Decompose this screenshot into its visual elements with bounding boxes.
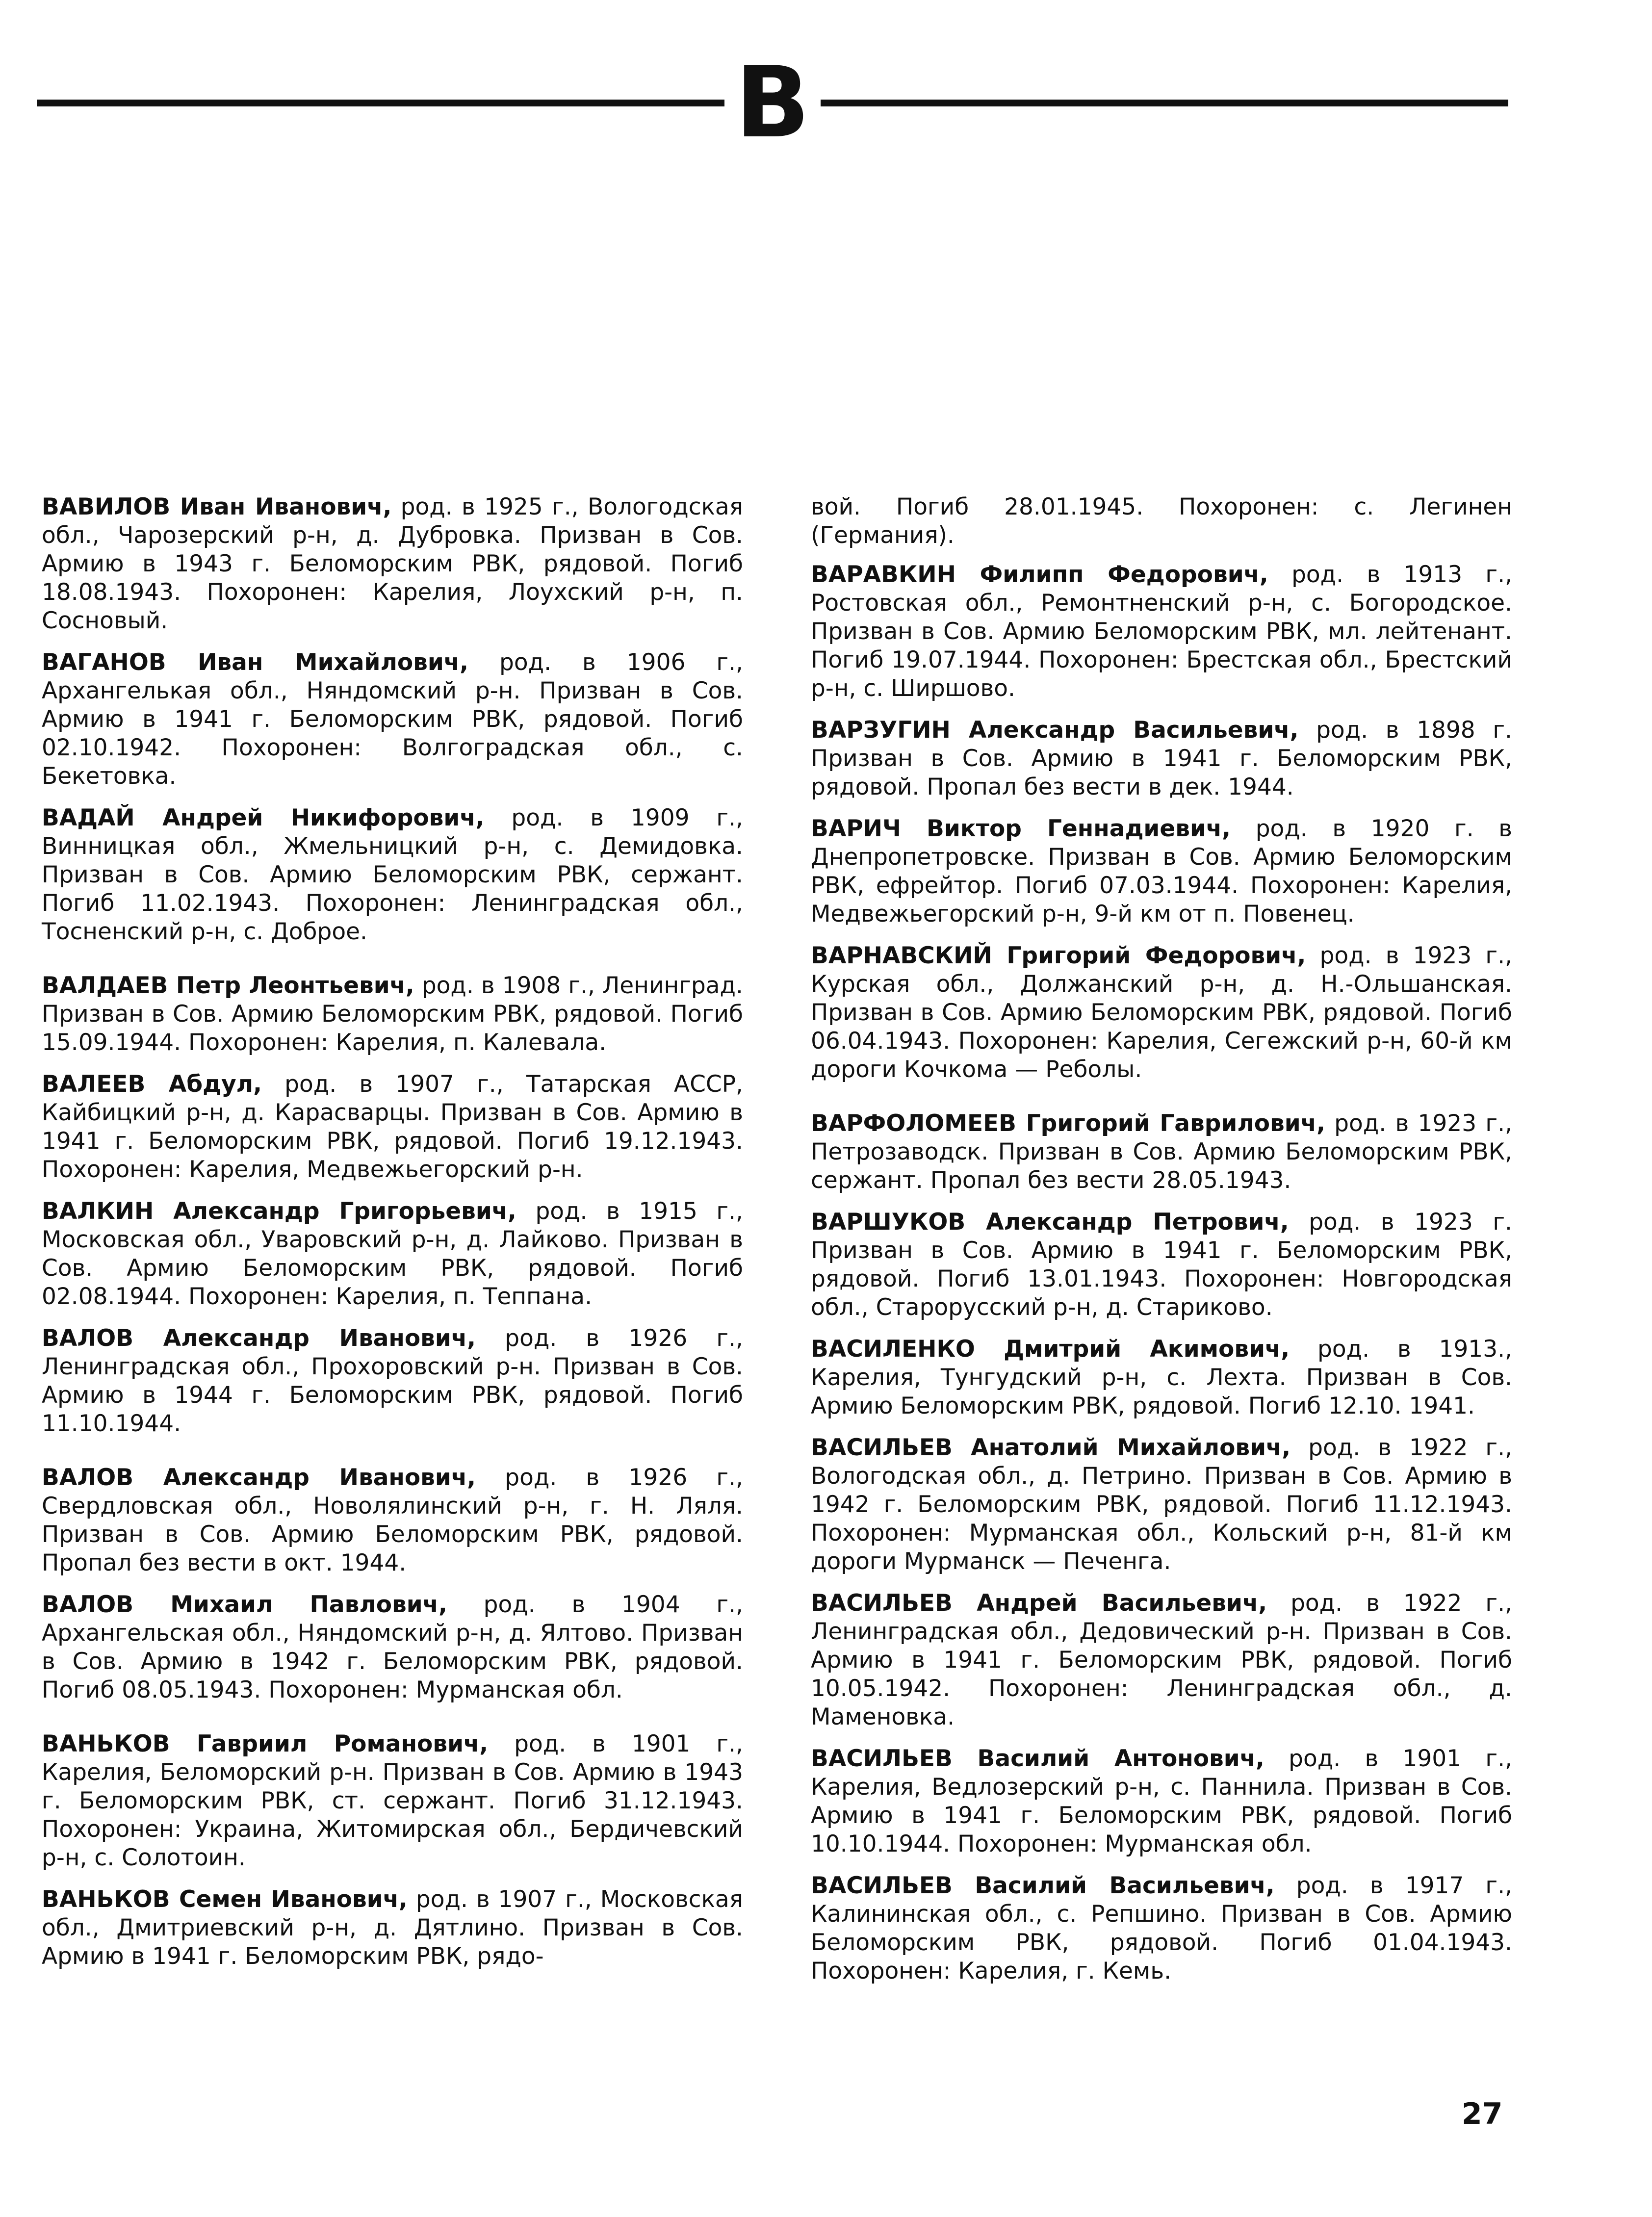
entry-text: род. в 1917 г., Калининская обл., с. Репшино. Призван в Сов. Армию Беломорским РВК, рядовой. Погиб 01.04.1943. Похоронен: Карелия, г. Кемь. — [811, 1872, 1512, 1985]
entry-name: ВАЛОВ Александр Иванович, — [42, 1325, 476, 1352]
entry-valov-2 — [42, 1464, 743, 1577]
entry-vankov-1 — [42, 1730, 743, 1872]
entry-name: ВАРИЧ Виктор Геннадиевич, — [811, 815, 1231, 842]
entry-name: ВАНЬКОВ Семен Иванович, — [42, 1886, 408, 1913]
entry-name: ВАЛКИН Александр Григорьевич, — [42, 1198, 516, 1225]
entry-name: ВАВИЛОВ Иван Иванович, — [42, 493, 392, 520]
entry-text: род. в 1925 г., Вологодская обл., Чарозерский р-н, д. Дубровка. Призван в Сов. Армию в 1943 г. Беломорским РВК, рядовой. Погиб 18.08.1943. Похоронен: Карелия, Лоухский р-н, п. Сосновый. — [42, 493, 743, 634]
page-number: 27 — [1462, 2097, 1503, 2131]
entry-name: ВАСИЛЬЕВ Василий Васильевич, — [811, 1872, 1275, 1899]
entry-varshukov — [811, 1208, 1512, 1322]
entry-vaday — [42, 804, 743, 946]
entry-text: род. в 1926 г., Свердловская обл., Новолялинский р-н, г. Н. Ляля. Призван в Сов. Армию Беломорским РВК, рядовой. Пропал без вести в окт. 1944. — [42, 1464, 743, 1576]
entry-varfolomeev — [811, 1109, 1512, 1195]
entry-continuation: вой. Погиб 28.01.1945. Похоронен: с. Легинен (Германия). — [811, 493, 1512, 549]
entry-text: род. в 1923 г. Призван в Сов. Армию в 1941 г. Беломорским РВК, рядовой. Погиб 13.01.1943. Похоронен: Новгородская обл., Старорусский р-н, д. Стариково. — [811, 1209, 1512, 1321]
entry-text: род. в 1923 г., Курская обл., Должанский р-н, д. Н.-Ольшанская. Призван в Сов. Армию Беломорским РВК, рядовой. Погиб 06.04.1943. Похоронен: Карелия, Сегежский р-н, 60-й км дороги Кочкома — Реболы. — [811, 942, 1512, 1083]
entry-name: ВАСИЛЬЕВ Василий Антонович, — [811, 1745, 1265, 1772]
entry-text: род. в 1906 г., Архангелькая обл., Няндомский р-н. Призван в Сов. Армию в 1941 г. Беломорским РВК, рядовой. Погиб 02.10.1942. Похоронен: Волгоградская обл., с. Бекетовка. — [42, 649, 743, 790]
entry-name: ВАРЗУГИН Александр Васильевич, — [811, 717, 1299, 744]
entry-text: род. в 1922 г., Вологодская обл., д. Петрино. Призван в Сов. Армию в 1942 г. Беломорским РВК, рядовой. Погиб 11.12.1943. Похоронен: Мурманская обл., Кольский р-н, 81-й км дороги Мурманск — Печенга. — [811, 1434, 1512, 1575]
entry-text: род. в 1923 г., Петрозаводск. Призван в Сов. Армию Беломорским РВК, сержант. Пропал без вести 28.05.1943. — [811, 1110, 1512, 1194]
entry-name: ВАСИЛЬЕВ Андрей Васильевич, — [811, 1590, 1267, 1617]
entry-valeev — [42, 1070, 743, 1184]
section-letter-header — [37, 46, 1508, 160]
entry-valdaev — [42, 972, 743, 1057]
entry-text: род. в 1913 г., Ростовская обл., Ремонтненский р-н, с. Богородское. Призван в Сов. Армию Беломорским РВК, мл. лейтенант. Погиб 19.07.1944. Похоронен: Брестская обл., Брестский р-н, с. Ширшово. — [811, 561, 1512, 702]
entry-vasiliev-vasily-a — [811, 1745, 1512, 1858]
entry-name: ВАГАНОВ Иван Михайлович, — [42, 649, 468, 676]
entry-text: род. в 1904 г., Архангельская обл., Няндомский р-н, д. Ялтово. Призван в Сов. Армию в 1942 г. Беломорским РВК, рядовой. Погиб 08.05.1943. Похоронен: Мурманская обл. — [42, 1591, 743, 1703]
entry-vasiliev-vasily-v — [811, 1872, 1512, 1985]
entry-name: ВАЛДАЕВ Петр Леонтьевич, — [42, 972, 414, 999]
entry-name: ВАДАЙ Андрей Никифорович, — [42, 804, 485, 831]
entry-text: род. в 1901 г., Карелия, Ведлозерский р-н, с. Паннила. Призван в Сов. Армию в 1941 г. Беломорским РВК, рядовой. Погиб 10.10.1944. Похоронен: Мурманская обл. — [811, 1745, 1512, 1857]
section-letter: В — [735, 46, 810, 160]
entry-text: род. в 1898 г. Призван в Сов. Армию в 1941 г. Беломорским РВК, рядовой. Пропал без вести в дек. 1944. — [811, 717, 1512, 800]
entry-text: род. в 1907 г., Московская обл., Дмитриевский р-н, д. Дятлино. Призван в Сов. Армию в 1941 г. Беломорским РВК, рядо- — [42, 1886, 744, 1970]
entry-text: род. в 1908 г., Ленинград. Призван в Сов. Армию Беломорским РВК, рядовой. Погиб 15.09.1944. Похоронен: Карелия, п. Калевала. — [42, 972, 743, 1056]
entry-text: род. в 1922 г., Ленинградская обл., Дедовический р-н. Призван в Сов. Армию в 1941 г. Беломорским РВК, рядовой. Погиб 10.05.1942. Похоронен: Ленинградская обл., д. Маменовка. — [811, 1590, 1512, 1730]
entry-name: ВАЛЕЕВ Абдул, — [42, 1071, 262, 1098]
entry-vasiliev-andrey — [811, 1589, 1512, 1731]
entry-vasilenko — [811, 1335, 1512, 1420]
entry-vavilov — [42, 493, 743, 635]
entry-valov-1 — [42, 1324, 743, 1438]
header-rule-left — [37, 100, 724, 106]
entry-text: род. в 1913., Карелия, Тунгудский р-н, с. Лехта. Призван в Сов. Армию Беломорским РВК, рядовой. Погиб 12.10. 1941. — [811, 1336, 1512, 1419]
entry-name: ВАРНАВСКИЙ Григорий Федорович, — [811, 942, 1306, 969]
entry-name: ВАСИЛЕНКО Дмитрий Акимович, — [811, 1336, 1290, 1363]
entry-text: род. в 1926 г., Ленинградская обл., Прохоровский р-н. Призван в Сов. Армию в 1944 г. Беломорским РВК, рядовой. Погиб 11.10.1944. — [42, 1325, 743, 1437]
entry-text: род. в 1920 г. в Днепропетровске. Призван в Сов. Армию Беломорским РВК, ефрейтор. Погиб 07.03.1944. Похоронен: Карелия, Медвежьегорский р-н, 9-й км от п. Повенец. — [811, 815, 1512, 928]
entry-name: ВАНЬКОВ Гавриил Романович, — [42, 1730, 489, 1757]
entry-valkin — [42, 1197, 743, 1311]
entry-text: род. в 1909 г., Винницкая обл., Жмельницкий р-н, с. Демидовка. Призван в Сов. Армию Беломорским РВК, сержант. Погиб 11.02.1943. Похоронен: Ленинградская обл., Тосненский р-н, с. Доброе. — [42, 804, 743, 945]
entry-name: ВАСИЛЬЕВ Анатолий Михайлович, — [811, 1434, 1291, 1461]
entry-varzugin — [811, 716, 1512, 801]
entry-name: ВАРШУКОВ Александр Петрович, — [811, 1209, 1289, 1236]
entry-valov-3 — [42, 1591, 743, 1704]
left-column — [42, 493, 743, 1984]
entry-varavkin — [811, 561, 1512, 703]
entry-vaganov — [42, 648, 743, 791]
entry-name: ВАРФОЛОМЕЕВ Григорий Гаврилович, — [811, 1110, 1325, 1137]
entry-text: род. в 1901 г., Карелия, Беломорский р-н. Призван в Сов. Армию в 1943 г. Беломорским РВК, ст. сержант. Погиб 31.12.1943. Похоронен: Украина, Житомирская обл., Бердичевский р-н, с. Солотоин. — [42, 1730, 743, 1871]
entry-text: род. в 1915 г., Московская обл., Уваровский р-н, д. Лайково. Призван в Сов. Армию Беломорским РВК, рядовой. Погиб 02.08.1944. Похоронен: Карелия, п. Теппана. — [42, 1198, 743, 1310]
entry-varich — [811, 815, 1512, 928]
entry-vankov-2 — [42, 1885, 743, 1971]
entry-name: ВАЛОВ Михаил Павлович, — [42, 1591, 447, 1618]
entry-varnavsky — [811, 942, 1512, 1084]
entry-text: род. в 1907 г., Татарская АССР, Кайбицкий р-н, д. Карасварцы. Призван в Сов. Армию в 1941 г. Беломорским РВК, рядовой. Погиб 19.12.1943. Похоронен: Карелия, Медвежьегорский р-н. — [42, 1071, 743, 1183]
entry-vasiliev-anatoly — [811, 1434, 1512, 1576]
right-column — [811, 493, 1512, 1999]
entry-name: ВАРАВКИН Филипп Федорович, — [811, 561, 1268, 588]
entry-name: ВАЛОВ Александр Иванович, — [42, 1464, 476, 1491]
header-rule-right — [821, 100, 1508, 106]
